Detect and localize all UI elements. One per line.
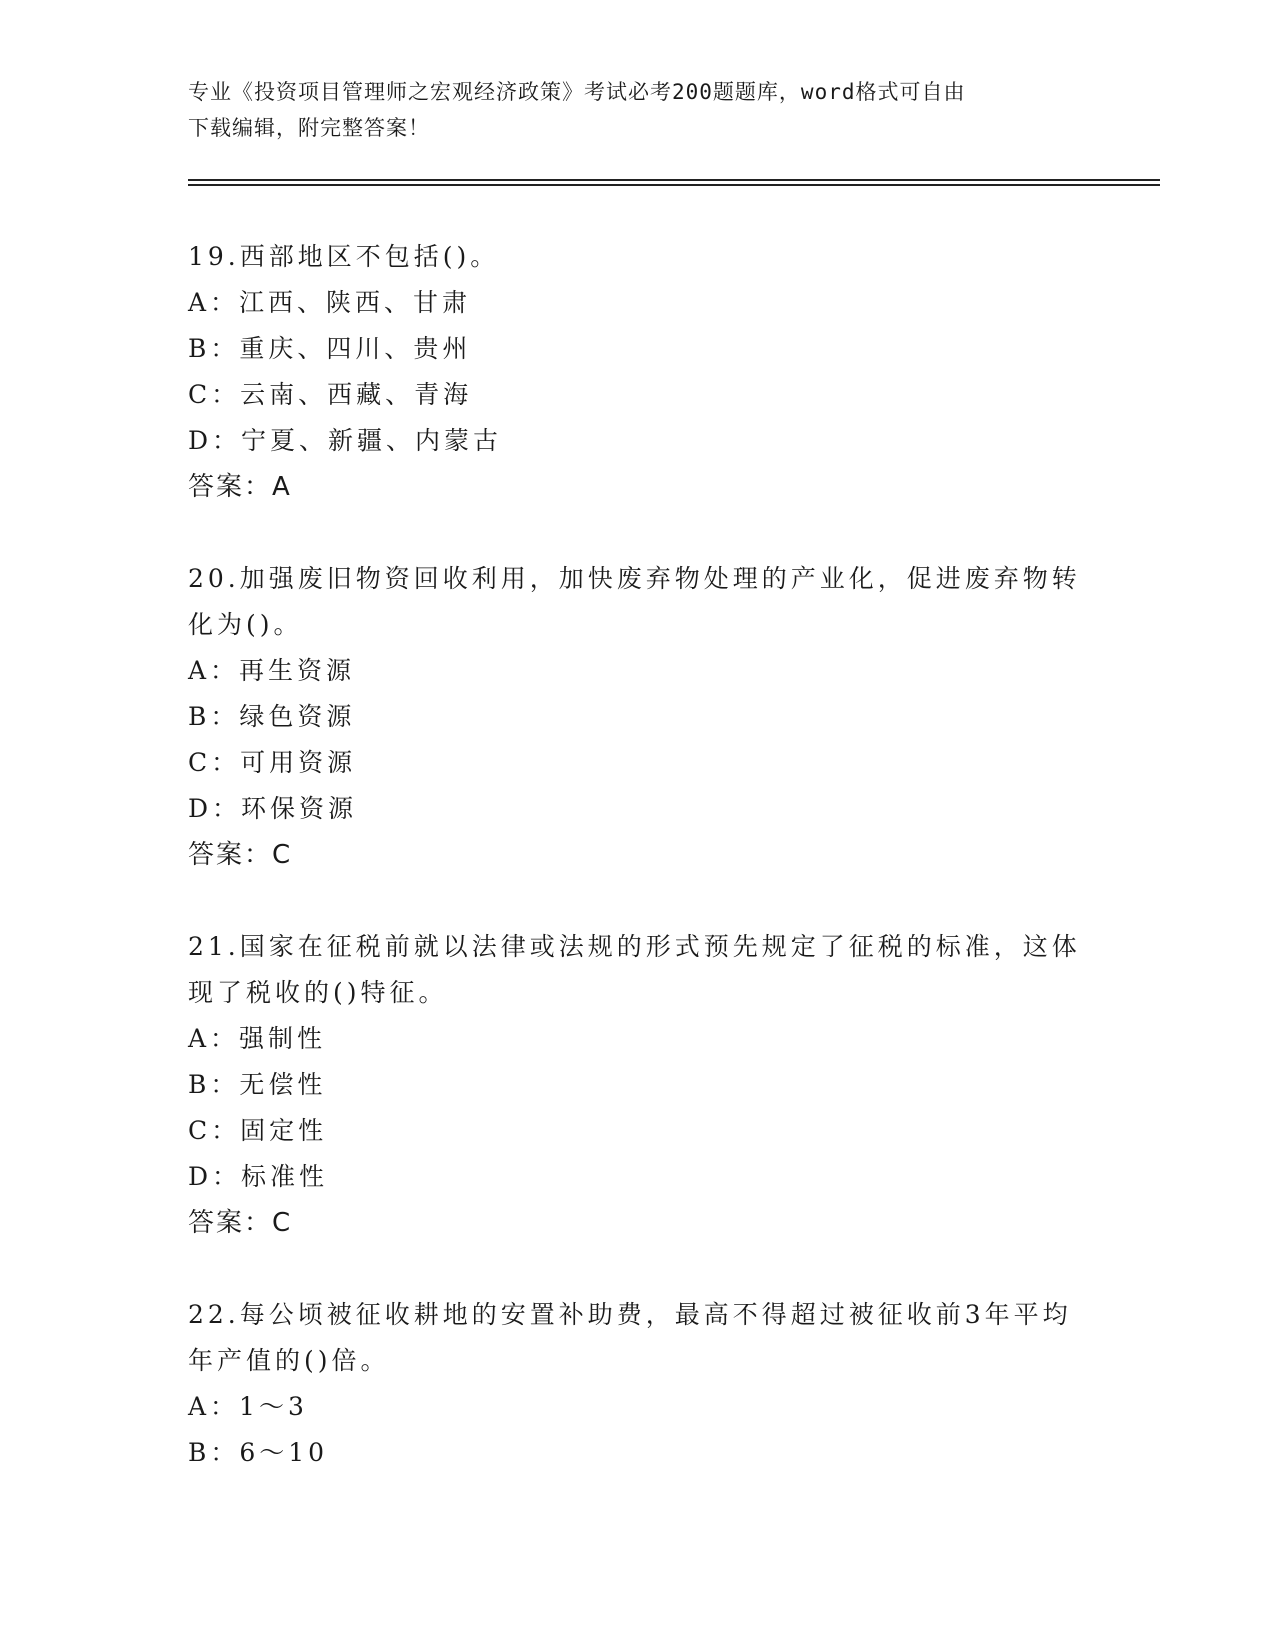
option-c: C：可用资源 [188,748,357,777]
option-c: C：云南、西藏、青海 [188,380,473,409]
option-a: A：1～3 [188,1392,308,1421]
header-divider-top [188,179,1160,181]
option-a: A：再生资源 [188,656,356,685]
option-a: A：强制性 [188,1024,327,1053]
option-a: A：江西、陕西、甘肃 [188,288,472,317]
option-b: B：重庆、四川、贵州 [188,334,472,363]
answer: 答案：C [188,840,293,870]
option-d: D：宁夏、新疆、内蒙古 [188,426,503,455]
option-b: B：6～10 [188,1438,329,1467]
question-stem: 22.每公顷被征收耕地的安置补助费，最高不得超过被征收前3年平均 [188,1300,1072,1329]
option-d: D：标准性 [188,1162,329,1191]
question-19 [188,234,1088,510]
question-stem: 21.国家在征税前就以法律或法规的形式预先规定了征税的标准，这体 [188,932,1081,961]
header-line-2: 下载编辑，附完整答案！ [188,116,430,140]
header-divider-bottom [188,184,1160,186]
question-20 [188,556,1088,878]
question-22 [188,1292,1088,1476]
option-d: D：环保资源 [188,794,358,823]
option-c: C：固定性 [188,1116,328,1145]
option-b: B：绿色资源 [188,702,356,731]
question-stem-continued: 现了税收的()特征。 [188,978,448,1007]
header-line-1: 专业《投资项目管理师之宏观经济政策》考试必考200题题库，word格式可自由 [188,80,966,104]
option-b: B：无偿性 [188,1070,327,1099]
question-stem-continued: 化为()。 [188,610,303,639]
answer: 答案：C [188,1208,293,1238]
answer: 答案：A [188,472,292,502]
document-header [188,74,1088,146]
question-list [188,234,1088,1522]
question-21 [188,924,1088,1246]
question-stem-continued: 年产值的()倍。 [188,1346,390,1375]
question-stem: 19.西部地区不包括()。 [188,242,500,271]
question-stem: 20.加强废旧物资回收利用，加快废弃物处理的产业化，促进废弃物转 [188,564,1081,593]
